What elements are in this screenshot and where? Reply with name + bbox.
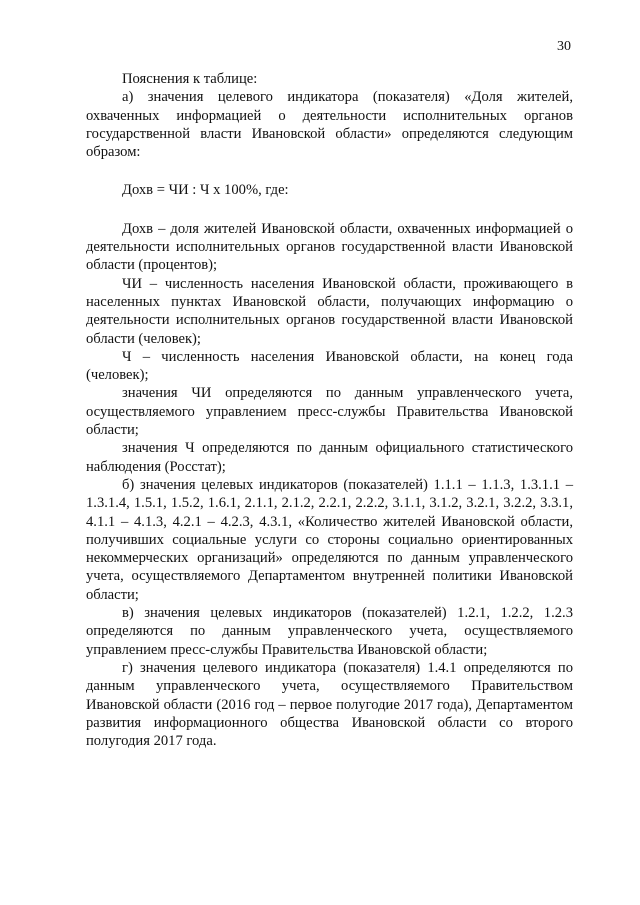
source-chi: значения ЧИ определяются по данным управленческого учета, осуществляемого управлением пресс-службы Правительства Ивановской области;: [86, 385, 573, 439]
paragraph-v: в) значения целевых индикаторов (показателей) 1.2.1, 1.2.2, 1.2.3 определяются по данным управленческого учета, осуществляемого управлением пресс-службы Правительства Ивановской области;: [86, 605, 573, 658]
document-body: [86, 70, 573, 750]
source-ch: значения Ч определяются по данным официального статистического наблюдения (Росстат);: [86, 440, 573, 475]
definition-dohv: Дохв – доля жителей Ивановской области, охваченных информацией о деятельности исполнительных органов государственной власти Ивановской области (процентов);: [86, 220, 573, 274]
paragraph-b: б) значения целевых индикаторов (показателей) 1.1.1 – 1.1.3, 1.3.1.1 – 1.3.1.4, 1.5.1, 1.5.2, 1.6.1, 2.1.1, 2.1.2, 2.2.1, 2.2.2, 3.1.1, 3.1.2, 3.2.1, 3.2.2, 3.3.1, 4.1.1 – 4.1.3, 4.2.1 – 4.2.3, 4.3.1, «Количество жителей Ивановской области, получивших социальные услуги со стороны социально ориентированных некоммерческих организаций» определяются по данным управленческого учета, осуществляемого Департаментом внутренней политики Ивановской области;: [86, 476, 573, 603]
paragraph-g: г) значения целевого индикатора (показателя) 1.4.1 определяются по данным управленческого учета, осуществляемого Правительством Ивановской области (2016 год – первое полугодие 2017 года), Департаментом развития информационного общества Ивановской области со второго полугодия 2017 года.: [86, 659, 573, 750]
definition-ch: Ч – численность населения Ивановской области, на конец года (человек);: [86, 348, 573, 384]
paragraph-a: а) значения целевого индикатора (показателя) «Доля жителей, охваченных информацией о деятельности исполнительных органов государственной власти Ивановской области» определяются следующим образом:: [86, 89, 573, 161]
page-number: 30: [557, 39, 571, 54]
definition-chi: ЧИ – численность населения Ивановской области, проживающего в населенных пунктах Ивановской области, получающих информацию о деятельности исполнительных органов государственной власти Ивановской области (человек);: [86, 275, 573, 347]
table-notes-heading: Пояснения к таблице:: [122, 71, 258, 87]
formula: Дохв = ЧИ : Ч х 100%, где:: [122, 182, 289, 199]
